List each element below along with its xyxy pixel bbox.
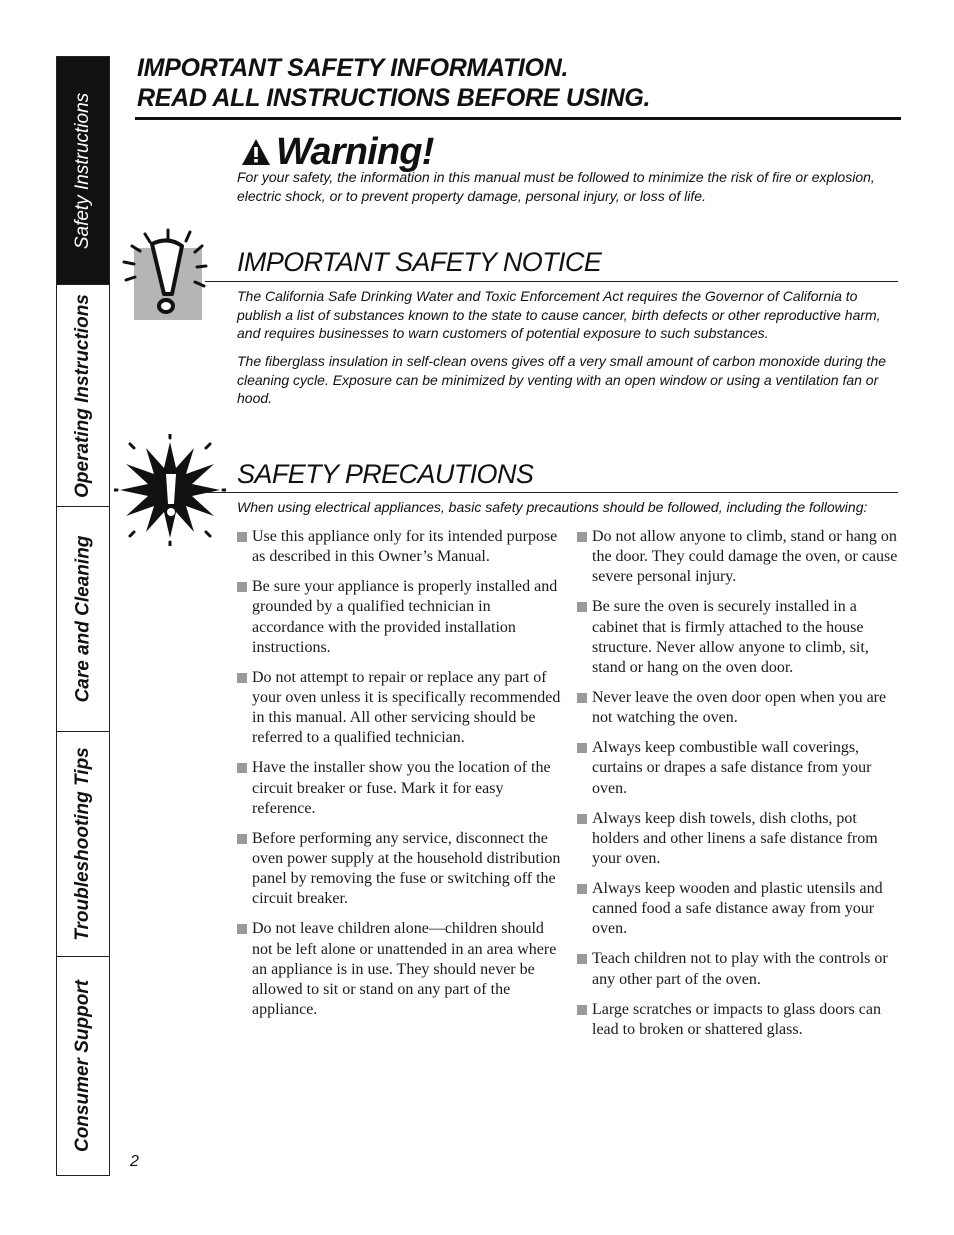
list-item: Before performing any service, disconnect the oven power supply at the household distribution panel by removing the fuse or switching off the circuit breaker. — [237, 829, 562, 910]
header-line-2: READ ALL INSTRUCTIONS BEFORE USING. — [137, 84, 651, 112]
list-item: Always keep dish towels, dish cloths, pot holders and other linens a safe distance from your oven. — [577, 809, 902, 870]
tab-label: Consumer Support — [72, 979, 93, 1153]
tab-safety-instructions[interactable] — [57, 57, 109, 285]
header-divider — [135, 117, 901, 120]
square-bullet-icon — [237, 582, 247, 592]
page-header — [137, 53, 900, 113]
square-bullet-icon — [237, 924, 247, 934]
list-item: Do not allow anyone to climb, stand or hang on the door. They could damage the oven, or cause severe personal injury. — [577, 527, 902, 588]
list-item: Be sure your appliance is properly installed and grounded by a qualified technician in accordance with the provided installation instructions. — [237, 577, 562, 658]
tab-care-and-cleaning[interactable] — [57, 507, 109, 732]
square-bullet-icon — [237, 834, 247, 844]
precautions-intro: When using electrical appliances, basic safety precautions should be followed, including the following: — [237, 499, 868, 515]
tab-label: Safety Instructions — [72, 92, 94, 249]
list-item: Always keep wooden and plastic utensils and canned food a safe distance away from your oven. — [577, 879, 902, 940]
list-item: Large scratches or impacts to glass doors can lead to broken or shattered glass. — [577, 1000, 902, 1040]
tab-label: Care and Cleaning — [72, 535, 94, 703]
notice-paragraph: The California Safe Drinking Water and Toxic Enforcement Act requires the Governor of California to publish a list of substances known to the state to cause cancer, birth defects or other reproductive harm, and requires businesses to warn customers of potential exposure to such substances. — [237, 288, 881, 341]
list-item: Never leave the oven door open when you are not watching the oven. — [577, 688, 902, 728]
square-bullet-icon — [577, 532, 587, 542]
square-bullet-icon — [577, 743, 587, 753]
page-number: 2 — [130, 1153, 139, 1170]
notice-paragraph: The fiberglass insulation in self-clean ovens gives off a very small amount of carbon monoxide during the cleaning cycle. Exposure can be minimized by venting with an open window or using a ventilation fan or hood. — [237, 353, 887, 406]
precautions-divider — [205, 492, 898, 493]
square-bullet-icon — [577, 954, 587, 964]
warning-heading — [240, 131, 434, 173]
tab-consumer-support[interactable] — [57, 957, 109, 1175]
list-item: Teach children not to play with the controls or any other part of the oven. — [577, 949, 902, 989]
section-tabs — [56, 56, 110, 1176]
notice-divider — [205, 281, 898, 282]
tab-label: Operating Instructions — [72, 293, 93, 498]
list-item: Do not leave children alone—children should not be left alone or unattended in an area where an appliance is in use. They should never be allowed to sit or stand on any part of the appliance. — [237, 919, 562, 1020]
header-line-1: IMPORTANT SAFETY INFORMATION. — [137, 54, 569, 82]
square-bullet-icon — [577, 602, 587, 612]
notice-title: IMPORTANT SAFETY NOTICE — [237, 247, 602, 277]
warning-title: Warning! — [276, 131, 434, 173]
list-item: Always keep combustible wall coverings, curtains or drapes a safe distance from your oven. — [577, 738, 902, 799]
square-bullet-icon — [237, 673, 247, 683]
tab-label: Troubleshooting Tips — [72, 747, 93, 941]
tab-operating-instructions[interactable] — [57, 285, 109, 507]
square-bullet-icon — [577, 814, 587, 824]
square-bullet-icon — [237, 532, 247, 542]
exclamation-notice-icon — [122, 228, 208, 329]
square-bullet-icon — [237, 763, 247, 773]
precautions-right-column — [577, 527, 902, 1050]
warning-triangle-icon — [240, 137, 272, 167]
list-item: Do not attempt to repair or replace any part of your oven unless it is specifically recommended in this manual. All other servicing should be referred to a qualified technician. — [237, 668, 562, 749]
precautions-left-column — [237, 527, 562, 1030]
square-bullet-icon — [577, 1005, 587, 1015]
warning-text: For your safety, the information in this manual must be followed to minimize the risk of fire or explosion, electric shock, or to prevent property damage, personal injury, or loss of life. — [237, 169, 875, 204]
list-item: Have the installer show you the location of the circuit breaker or fuse. Mark it for easy reference. — [237, 758, 562, 819]
square-bullet-icon — [577, 884, 587, 894]
precautions-title: SAFETY PRECAUTIONS — [237, 459, 534, 489]
list-item: Be sure the oven is securely installed in a cabinet that is firmly attached to the house structure. Never allow anyone to climb, sit, stand or hang on the oven door. — [577, 597, 902, 678]
tab-troubleshooting-tips[interactable] — [57, 732, 109, 957]
square-bullet-icon — [577, 693, 587, 703]
list-item: Use this appliance only for its intended purpose as described in this Owner’s Manual. — [237, 527, 562, 567]
